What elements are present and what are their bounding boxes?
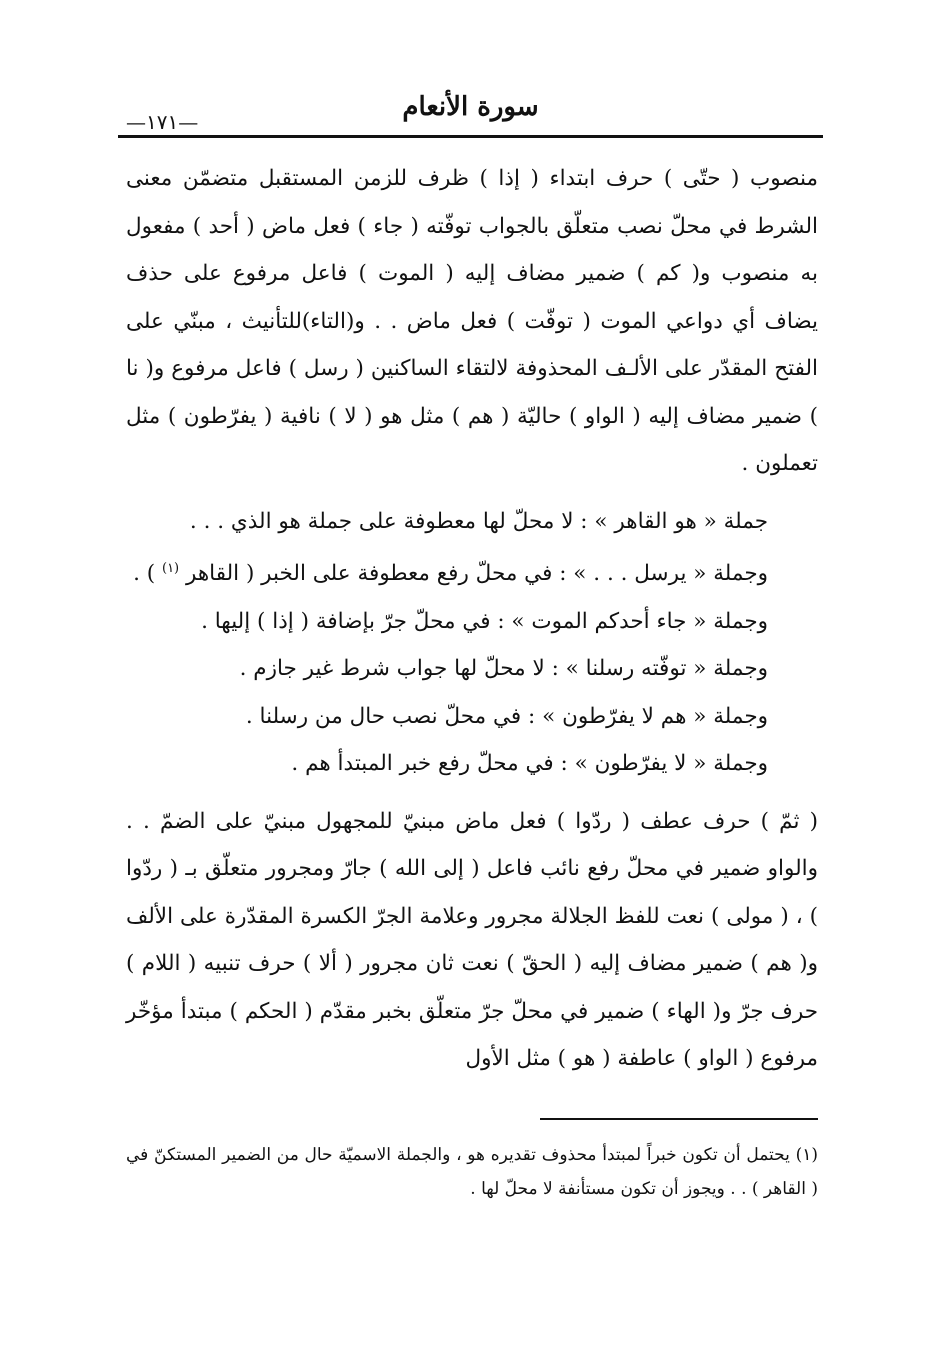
main-text <box>126 155 818 1083</box>
sentence-analysis-1: جملة « هو القاهر » : لا محلّ لها معطوفة على جملة هو الذي . . . <box>189 508 768 534</box>
paragraph-grammar-analysis-2: ( ثمّ ) حرف عطف ( ردّوا ) فعل ماض مبنيّ للمجهول مبنيّ على الضمّ . . والواو ضمير في محلّ رفع نائب فاعل ( إلى الله ) جارّ ومجرور متعلّق بـ ( ردّوا ) ، ( مولى ) نعت للفظ الجلالة مجرور وعلامة الجرّ الكسرة المقدّرة على الألف و( هم ) ضمير مضاف إليه ( الحقّ ) نعت ثان مجرور ( ألا ) حرف تنبيه ( اللام ) حرف جرّ و( الهاء ) ضمير في محلّ جرّ متعلّق بخبر مقدّم ( الحكم ) مبتدأ مؤخّر مرفوع ( الواو ) عاطفة ( هو ) مثل الأول <box>126 808 818 1072</box>
sentence-analysis-6: وجملة « لا يفرّطون » : في محلّ رفع خبر المبتدأ هم . <box>291 751 768 777</box>
paragraph-gap <box>126 788 818 798</box>
page-number: —١٧١— <box>126 110 199 134</box>
footnote-rule <box>540 1118 818 1120</box>
sentence-analysis-2 <box>126 545 818 598</box>
page-header <box>118 92 823 132</box>
header-rule <box>118 135 823 138</box>
sentence-analysis-4: وجملة « توفّته رسلنا » : لا محلّ لها جواب شرط غير جازم . <box>239 656 768 682</box>
surah-title: سورة الأنعام <box>402 92 539 122</box>
paragraph-gap <box>126 488 818 498</box>
sentence-analysis-5: وجملة « هم لا يفرّطون » : في محلّ نصب حال من رسلنا . <box>245 703 768 729</box>
sentence-analysis-3: وجملة « جاء أحدكم الموت » : في محلّ جرّ بإضافة ( إذا ) إليها . <box>201 608 768 634</box>
sentence-analysis-2-end: ) . <box>133 561 162 587</box>
paragraph-grammar-analysis-1: منصوب ( حتّى ) حرف ابتداء ( إذا ) ظرف للزمن المستقبل متضمّن معنى الشرط في محلّ نصب متعلّق بالجواب توفّته ( جاء ) فعل ماض ( أحد ) مفعول به منصوب و( كم ) ضمير مضاف إليه ( الموت ) فاعل مرفوع على حذف يضاف أي دواعي الموت ( توفّت ) فعل ماض . . و(التاء)للتأنيث ، مبنّي على الفتح المقدّر على الألـف المحذوفة لالتقاء الساكنين ( رسل ) فاعل مرفوع و( نا ) ضمير مضاف إليه ( الواو ) حاليّة ( هم ) مثل هو ( لا ) نافية ( يفرّطون ) مثل تعملون . <box>126 166 818 476</box>
sentence-analysis-2-text: وجملة « يرسل . . . » : في محلّ رفع معطوفة على الخبر ( القاهر <box>179 561 768 587</box>
footnote: (١) يحتمل أن تكون خبراً لمبتدأ محذوف تقديره هو ، والجملة الاسميّة حال من الضمير المستكنّ في ( القاهر ) . . ويجوز أن تكون مستأنفة لا محلّ لها . <box>126 1145 818 1199</box>
footnote-ref[interactable]: (١) <box>161 561 180 576</box>
